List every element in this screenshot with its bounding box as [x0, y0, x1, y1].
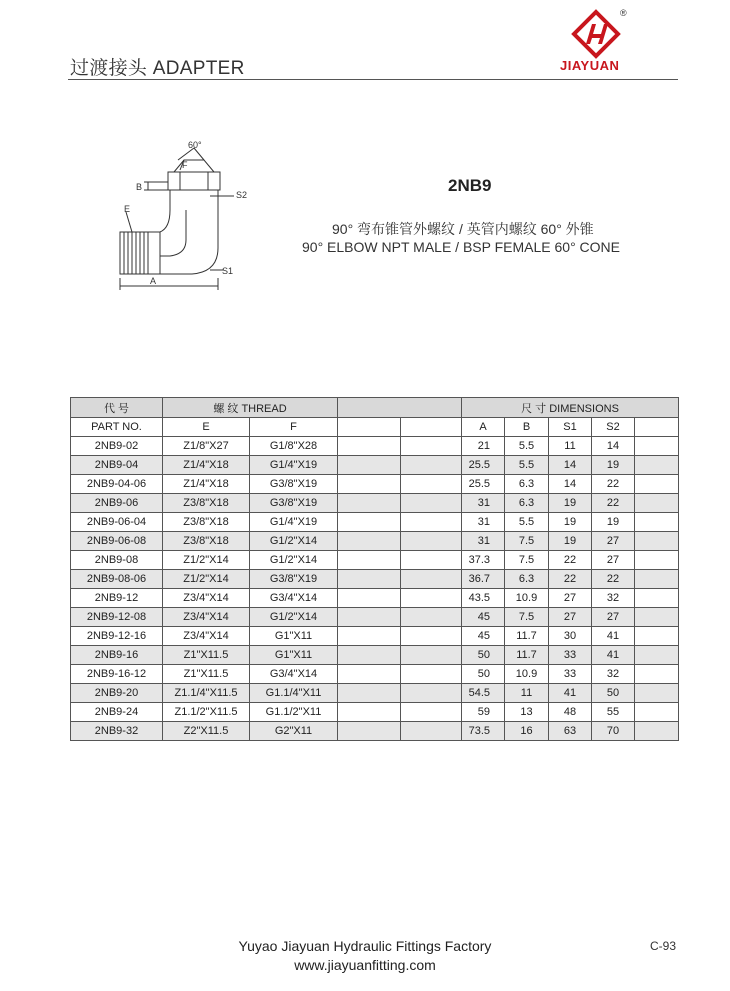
dim-a-cell: 50 [462, 646, 505, 665]
thread-f-cell: G1/4"X19 [250, 456, 338, 475]
part-no-cell: 2NB9-16 [71, 646, 163, 665]
footer-company: Yuyao Jiayuan Hydraulic Fittings Factory [238, 938, 492, 954]
dim-s1-cell: 27 [549, 608, 592, 627]
table-row [71, 703, 679, 722]
dim-s2-cell: 22 [592, 475, 635, 494]
dim-a-cell: 25.5 [462, 475, 505, 494]
description-english: 90° ELBOW NPT MALE / BSP FEMALE 60° CONE [302, 239, 621, 255]
dim-s2-cell: 41 [592, 627, 635, 646]
table-row [71, 551, 679, 570]
table-header-row [71, 398, 679, 418]
dim-s2-cell: 27 [592, 532, 635, 551]
blank-cell [635, 513, 679, 532]
thread-e-cell: Z1/2"X14 [163, 551, 250, 570]
dim-a-cell: 43.5 [462, 589, 505, 608]
thread-e-cell: Z3/8"X18 [163, 532, 250, 551]
blank-cell [635, 437, 679, 456]
thread-f-cell: G3/8"X19 [250, 494, 338, 513]
blank-cell [338, 456, 401, 475]
part-no-cell: 2NB9-04 [71, 456, 163, 475]
blank-cell [338, 437, 401, 456]
blank-cell [635, 722, 679, 741]
thread-f-cell: G1/4"X19 [250, 513, 338, 532]
blank-cell [401, 437, 462, 456]
thread-f-cell: G3/8"X19 [250, 570, 338, 589]
table-row [71, 627, 679, 646]
subheader-a: A [462, 418, 505, 437]
dim-s1-cell: 19 [549, 513, 592, 532]
dim-s2-cell: 41 [592, 646, 635, 665]
table-row [71, 608, 679, 627]
product-code: 2NB9 [448, 176, 492, 195]
subheader-blank [401, 418, 462, 437]
thread-e-cell: Z1.1/4"X11.5 [163, 684, 250, 703]
dim-s2-cell: 32 [592, 665, 635, 684]
dim-b-cell: 11 [505, 684, 549, 703]
blank-cell [338, 532, 401, 551]
blank-cell [635, 646, 679, 665]
part-no-cell: 2NB9-12 [71, 589, 163, 608]
thread-f-cell: G1/2"X14 [250, 551, 338, 570]
blank-cell [401, 608, 462, 627]
part-no-cell: 2NB9-02 [71, 437, 163, 456]
table-row [71, 646, 679, 665]
blank-cell [635, 551, 679, 570]
dim-b-cell: 11.7 [505, 627, 549, 646]
part-no-cell: 2NB9-04-06 [71, 475, 163, 494]
dim-s1-cell: 14 [549, 475, 592, 494]
dim-b-cell: 7.5 [505, 532, 549, 551]
blank-cell [338, 646, 401, 665]
thread-e-cell: Z1/4"X18 [163, 456, 250, 475]
dim-s2-cell: 22 [592, 570, 635, 589]
dim-s2-cell: 19 [592, 456, 635, 475]
blank-cell [635, 494, 679, 513]
blank-cell [338, 665, 401, 684]
dim-a-cell: 31 [462, 532, 505, 551]
blank-cell [635, 589, 679, 608]
dim-s1-cell: 27 [549, 589, 592, 608]
table-row [71, 513, 679, 532]
thread-e-cell: Z2"X11.5 [163, 722, 250, 741]
dim-a-cell: 37.3 [462, 551, 505, 570]
dim-b-cell: 6.3 [505, 570, 549, 589]
blank-cell [401, 551, 462, 570]
header-divider [68, 79, 678, 80]
blank-cell [401, 684, 462, 703]
blank-cell [635, 532, 679, 551]
dim-s1-cell: 63 [549, 722, 592, 741]
table-row [71, 570, 679, 589]
header-thread: 螺 纹 THREAD [163, 398, 338, 418]
dim-s2-cell: 14 [592, 437, 635, 456]
blank-cell [401, 570, 462, 589]
dim-b-cell: 5.5 [505, 437, 549, 456]
table-row [71, 722, 679, 741]
blank-cell [635, 608, 679, 627]
thread-f-cell: G1/2"X14 [250, 608, 338, 627]
header-blank [338, 398, 462, 418]
dim-b-cell: 6.3 [505, 475, 549, 494]
dim-s1-cell: 41 [549, 684, 592, 703]
thread-f-cell: G3/4"X14 [250, 665, 338, 684]
specifications-table [70, 397, 679, 741]
dim-s2-cell: 19 [592, 513, 635, 532]
dim-s1-cell: 11 [549, 437, 592, 456]
table-row [71, 665, 679, 684]
header-dimensions: 尺 寸 DIMENSIONS [462, 398, 679, 418]
brand-name: JIAYUAN [560, 58, 620, 73]
subheader-s1: S1 [549, 418, 592, 437]
dim-a-cell: 21 [462, 437, 505, 456]
part-no-cell: 2NB9-24 [71, 703, 163, 722]
blank-cell [635, 627, 679, 646]
dim-s2-cell: 27 [592, 608, 635, 627]
dim-s1-cell: 19 [549, 494, 592, 513]
blank-cell [401, 532, 462, 551]
blank-cell [338, 608, 401, 627]
blank-cell [635, 703, 679, 722]
part-no-cell: 2NB9-08-06 [71, 570, 163, 589]
table-row [71, 684, 679, 703]
part-no-cell: 2NB9-06 [71, 494, 163, 513]
thread-f-cell: G3/8"X19 [250, 475, 338, 494]
b-label: B [136, 182, 143, 192]
registered-mark: ® [620, 8, 627, 18]
blank-cell [338, 570, 401, 589]
dim-b-cell: 5.5 [505, 456, 549, 475]
table-subheader-row [71, 418, 679, 437]
dim-s1-cell: 22 [549, 551, 592, 570]
subheader-blank [338, 418, 401, 437]
dim-b-cell: 11.7 [505, 646, 549, 665]
dim-b-cell: 16 [505, 722, 549, 741]
table-row [71, 437, 679, 456]
blank-cell [635, 475, 679, 494]
blank-cell [635, 570, 679, 589]
part-no-cell: 2NB9-20 [71, 684, 163, 703]
thread-f-cell: G1"X11 [250, 646, 338, 665]
s2-label: S2 [236, 190, 248, 200]
blank-cell [338, 722, 401, 741]
subheader-b: B [505, 418, 549, 437]
subheader-part-no: PART NO. [71, 418, 163, 437]
dim-s2-cell: 27 [592, 551, 635, 570]
thread-e-cell: Z1"X11.5 [163, 646, 250, 665]
thread-e-cell: Z3/4"X14 [163, 608, 250, 627]
blank-cell [338, 627, 401, 646]
thread-f-cell: G1.1/4"X11 [250, 684, 338, 703]
blank-cell [338, 703, 401, 722]
dim-a-cell: 45 [462, 608, 505, 627]
part-no-cell: 2NB9-06-04 [71, 513, 163, 532]
table-row [71, 494, 679, 513]
subheader-blank [635, 418, 679, 437]
thread-f-cell: G1/8"X28 [250, 437, 338, 456]
header-part-cn: 代 号 [71, 398, 163, 418]
thread-e-cell: Z1/4"X18 [163, 475, 250, 494]
blank-cell [338, 475, 401, 494]
part-no-cell: 2NB9-32 [71, 722, 163, 741]
angle-label: 60° [188, 140, 202, 150]
dim-b-cell: 5.5 [505, 513, 549, 532]
part-no-cell: 2NB9-16-12 [71, 665, 163, 684]
thread-f-cell: G1"X11 [250, 627, 338, 646]
blank-cell [401, 456, 462, 475]
dim-s2-cell: 55 [592, 703, 635, 722]
part-no-cell: 2NB9-08 [71, 551, 163, 570]
f-label: F [182, 160, 188, 170]
dim-b-cell: 6.3 [505, 494, 549, 513]
dim-s1-cell: 33 [549, 646, 592, 665]
blank-cell [401, 703, 462, 722]
blank-cell [401, 627, 462, 646]
dim-a-cell: 50 [462, 665, 505, 684]
blank-cell [401, 475, 462, 494]
dim-a-cell: 36.7 [462, 570, 505, 589]
blank-cell [401, 722, 462, 741]
dim-b-cell: 7.5 [505, 608, 549, 627]
dim-s1-cell: 33 [549, 665, 592, 684]
description-chinese: 90° 弯布锥管外螺纹 / 英管内螺纹 60° 外锥 [332, 221, 594, 237]
part-no-cell: 2NB9-12-08 [71, 608, 163, 627]
blank-cell [401, 646, 462, 665]
blank-cell [338, 684, 401, 703]
blank-cell [338, 551, 401, 570]
dim-s1-cell: 19 [549, 532, 592, 551]
dim-s2-cell: 50 [592, 684, 635, 703]
dim-s1-cell: 30 [549, 627, 592, 646]
blank-cell [401, 665, 462, 684]
table-row [71, 532, 679, 551]
thread-f-cell: G1/2"X14 [250, 532, 338, 551]
thread-e-cell: Z3/4"X14 [163, 589, 250, 608]
blank-cell [635, 456, 679, 475]
thread-e-cell: Z1.1/2"X11.5 [163, 703, 250, 722]
thread-e-cell: Z3/8"X18 [163, 494, 250, 513]
e-label: E [124, 204, 131, 214]
dim-s2-cell: 32 [592, 589, 635, 608]
dim-a-cell: 54.5 [462, 684, 505, 703]
thread-f-cell: G2"X11 [250, 722, 338, 741]
dim-b-cell: 13 [505, 703, 549, 722]
table-row [71, 589, 679, 608]
blank-cell [401, 589, 462, 608]
dim-s1-cell: 22 [549, 570, 592, 589]
subheader-e: E [163, 418, 250, 437]
blank-cell [338, 513, 401, 532]
dim-b-cell: 10.9 [505, 589, 549, 608]
part-no-cell: 2NB9-06-08 [71, 532, 163, 551]
thread-f-cell: G1.1/2"X11 [250, 703, 338, 722]
dim-a-cell: 73.5 [462, 722, 505, 741]
dim-b-cell: 10.9 [505, 665, 549, 684]
dim-a-cell: 31 [462, 494, 505, 513]
elbow-fitting-drawing [100, 140, 260, 290]
dim-s1-cell: 14 [549, 456, 592, 475]
subheader-f: F [250, 418, 338, 437]
thread-e-cell: Z3/8"X18 [163, 513, 250, 532]
page-title: 过渡接头 ADAPTER [70, 58, 245, 79]
thread-f-cell: G3/4"X14 [250, 589, 338, 608]
dim-s1-cell: 48 [549, 703, 592, 722]
page-number: C-93 [650, 939, 677, 953]
thread-e-cell: Z1/8"X27 [163, 437, 250, 456]
thread-e-cell: Z1/2"X14 [163, 570, 250, 589]
s1-label: S1 [222, 266, 234, 276]
footer-website[interactable]: www.jiayuanfitting.com [294, 957, 436, 973]
subheader-s2: S2 [592, 418, 635, 437]
blank-cell [401, 494, 462, 513]
blank-cell [338, 589, 401, 608]
blank-cell [635, 684, 679, 703]
dim-a-cell: 59 [462, 703, 505, 722]
dim-s2-cell: 70 [592, 722, 635, 741]
part-no-cell: 2NB9-12-16 [71, 627, 163, 646]
thread-e-cell: Z1"X11.5 [163, 665, 250, 684]
blank-cell [401, 513, 462, 532]
table-row [71, 456, 679, 475]
table-row [71, 475, 679, 494]
dim-s2-cell: 22 [592, 494, 635, 513]
blank-cell [338, 494, 401, 513]
dim-a-cell: 45 [462, 627, 505, 646]
a-label: A [150, 276, 157, 286]
dim-a-cell: 31 [462, 513, 505, 532]
thread-e-cell: Z3/4"X14 [163, 627, 250, 646]
dim-b-cell: 7.5 [505, 551, 549, 570]
dim-a-cell: 25.5 [462, 456, 505, 475]
blank-cell [635, 665, 679, 684]
